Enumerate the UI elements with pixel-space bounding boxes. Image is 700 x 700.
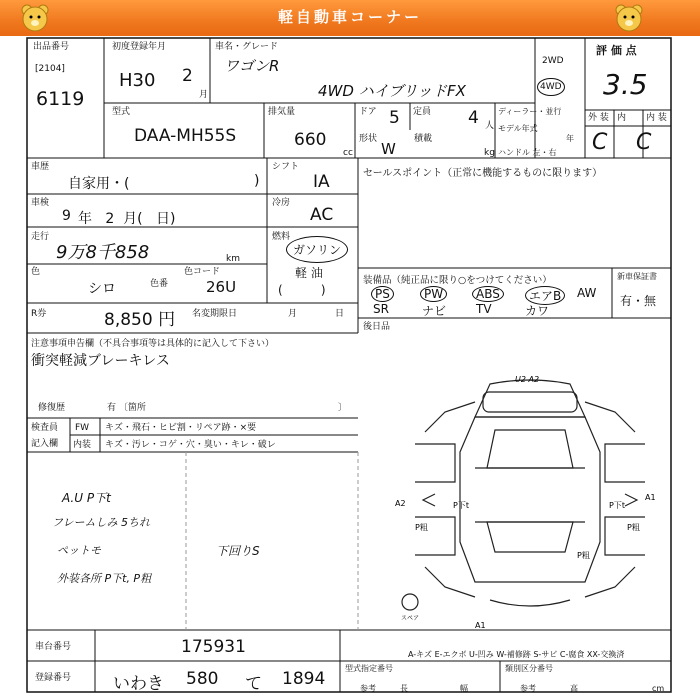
cm-unit: cm	[652, 684, 665, 693]
shape-label: 形状	[359, 134, 378, 144]
car-name-label: 車名・グレード	[215, 42, 279, 52]
remark-line-1: A.U P下t	[62, 491, 111, 505]
displacement-unit: cc	[343, 148, 353, 158]
classification-label: 類別区分番号	[505, 664, 553, 673]
history-label: 車歴	[31, 162, 50, 172]
remark-line-4: 下回りS	[216, 544, 260, 558]
capacity-label: 定員	[413, 107, 432, 117]
lot-sub-number: [2104]	[35, 64, 65, 74]
diagram-left-rough: P粗	[415, 523, 428, 532]
history-close: )	[254, 173, 260, 189]
doors-label: ドア	[359, 107, 377, 117]
repair-history-label: 修復歴	[38, 403, 66, 413]
registration-number: 1894	[282, 669, 326, 689]
interior-grade: C	[636, 130, 652, 155]
new-car-warranty-label: 新車保証書	[617, 272, 657, 281]
color-number-label: 色番	[150, 279, 169, 289]
inspection-year: 9	[62, 208, 71, 224]
lot-number: 6119	[36, 88, 85, 110]
diagram-bottom-mark: A1	[475, 621, 486, 630]
interior-mid-label: 内	[617, 113, 627, 123]
capacity: 4	[468, 108, 479, 128]
drive-2wd: 2WD	[542, 56, 564, 66]
equipment-sr: SR	[373, 302, 389, 316]
first-registration-label: 初度登録年月	[112, 42, 167, 52]
inspector-interior-items: キズ・汚レ・コゲ・穴・臭い・キレ・破レ	[105, 440, 276, 450]
equipment-navi: ナビ	[422, 304, 447, 318]
car-damage-diagram	[395, 372, 665, 632]
car-grade: 4WD ハイブリッドFX	[318, 82, 466, 100]
remark-line-2: フレームしみ 5ちれ	[52, 516, 151, 529]
color-value: シロ	[88, 281, 116, 297]
aircon-label: 冷房	[272, 198, 291, 208]
mileage-unit: km	[226, 254, 240, 264]
diagram-left-mark: A2	[395, 499, 406, 508]
doors: 5	[389, 108, 400, 128]
type-designation-label: 型式指定番号	[345, 664, 393, 673]
equipment-tv: TV	[476, 302, 492, 316]
fuel-gasoline-circled: ガソリン	[286, 236, 348, 263]
chassis-label: 車台番号	[35, 642, 72, 652]
name-change-day: 日	[335, 309, 345, 319]
fuel-other: ( )	[278, 283, 326, 297]
width-label: 幅	[460, 684, 468, 693]
equipment-airbag: エアB	[525, 286, 565, 305]
registration-month: 2	[182, 66, 193, 86]
repair-history-value: 有 〔箇所	[107, 403, 146, 413]
score-label: 評 価 点	[596, 44, 637, 57]
equipment-abs: ABS	[472, 286, 504, 302]
car-name: ワゴンR	[224, 57, 280, 75]
load-unit: kg	[484, 148, 495, 158]
diagram-right-mark: A1	[645, 493, 656, 502]
notes-label: 注意事項申告欄（不具合事項等は具体的に記入して下さい）	[31, 339, 275, 349]
name-change-month: 月	[288, 309, 298, 319]
inspector-label: 検査員	[31, 423, 59, 433]
exterior-grade: C	[592, 130, 608, 155]
model-year-label: モデル年式	[498, 124, 538, 133]
overall-score: 3.5	[603, 68, 648, 101]
equipment-leather: カワ	[525, 304, 550, 318]
body-shape: W	[381, 140, 396, 158]
repair-history-close: 〕	[338, 403, 348, 413]
mileage-value: 9万8千858	[56, 242, 150, 263]
registration-kana: て	[245, 674, 262, 694]
inspector-entry-label: 記入欄	[31, 439, 59, 449]
equipment-label: 装備品（純正品に限り○をつけてください）	[363, 275, 552, 286]
equipment-pw: PW	[420, 286, 447, 302]
inspector-interior-label: 内装	[73, 440, 92, 450]
recycle-value: 8,850 円	[104, 310, 176, 330]
recycle-label: R券	[31, 309, 47, 319]
registration-area: いわき	[113, 674, 164, 694]
handle-label: ハンドル 左・右	[498, 148, 557, 157]
color-code-label: 色コード	[184, 267, 221, 277]
registration-era-year: H30	[119, 70, 156, 91]
diagram-left-repair: P下t	[453, 501, 469, 510]
length-label: 長	[400, 684, 408, 693]
capacity-unit: 人	[485, 121, 495, 131]
height-label: 高	[570, 684, 578, 693]
diagram-bottom-rough: P粗	[577, 551, 590, 560]
new-car-warranty-value: 有・無	[620, 294, 657, 308]
remark-line-5: 外装各所 P下t, P粗	[57, 572, 152, 585]
color-label: 色	[31, 267, 41, 277]
interior-label: 内 装	[646, 113, 667, 123]
drive-4wd-circled: 4WD	[537, 78, 565, 96]
color-code: 26U	[206, 278, 237, 296]
registration-class: 580	[186, 669, 219, 689]
later-items-label: 後日品	[363, 322, 391, 332]
registration-number-label: 登録番号	[35, 673, 72, 683]
model-code-label: 型式	[112, 107, 131, 117]
inspector-fw-label: FW	[75, 423, 90, 433]
inspection-value: 年 2 月( 日)	[78, 211, 176, 227]
diagram-spare: スペア	[401, 615, 420, 622]
aircon-value: AC	[310, 205, 334, 225]
inspection-label: 車検	[31, 198, 50, 208]
displacement: 660	[294, 130, 327, 150]
remark-line-3: ペットモ	[57, 544, 101, 557]
equipment-ps: PS	[371, 286, 394, 302]
fuel-label: 燃料	[272, 232, 291, 242]
fuel-diesel: 軽 油	[295, 266, 323, 280]
year-unit: 年	[566, 134, 574, 143]
reference-label-1: 参考	[360, 684, 376, 693]
model-code: DAA-MH55S	[134, 126, 237, 146]
dealer-label: ディーラー・並行	[498, 107, 562, 116]
lot-number-label: 出品番号	[33, 42, 70, 52]
history-value: 自家用・(	[68, 176, 130, 192]
month-unit: 月	[199, 90, 209, 100]
shift-value: IA	[313, 172, 330, 192]
equipment-aw: AW	[577, 286, 597, 300]
chassis-number: 175931	[181, 637, 246, 657]
displacement-label: 排気量	[268, 107, 296, 117]
exterior-label: 外 装	[588, 113, 609, 123]
name-change-label: 名変期限日	[192, 309, 238, 319]
sales-point-label: セールスポイント（正常に機能するものに限ります）	[363, 168, 603, 179]
diagram-right-repair: P下t	[609, 501, 625, 510]
page-title: 軽自動車コーナー	[277, 8, 422, 26]
reference-label-2: 参考	[520, 684, 536, 693]
shift-label: シフト	[272, 162, 300, 172]
diagram-right-rough: P粗	[627, 523, 640, 532]
diagram-top-mark: U2 A2	[515, 375, 540, 384]
load-label: 積載	[414, 134, 433, 144]
notes-text: 衝突軽減ブレーキレス	[31, 353, 170, 369]
inspector-fw-items: キズ・飛石・ヒビ割・リペア跡・×要	[105, 423, 257, 433]
mileage-label: 走行	[31, 232, 50, 242]
damage-legend: A-キズ E-エクボ U-凹み W-補修跡 S-サビ C-腐食 XX-交換済	[408, 650, 625, 659]
